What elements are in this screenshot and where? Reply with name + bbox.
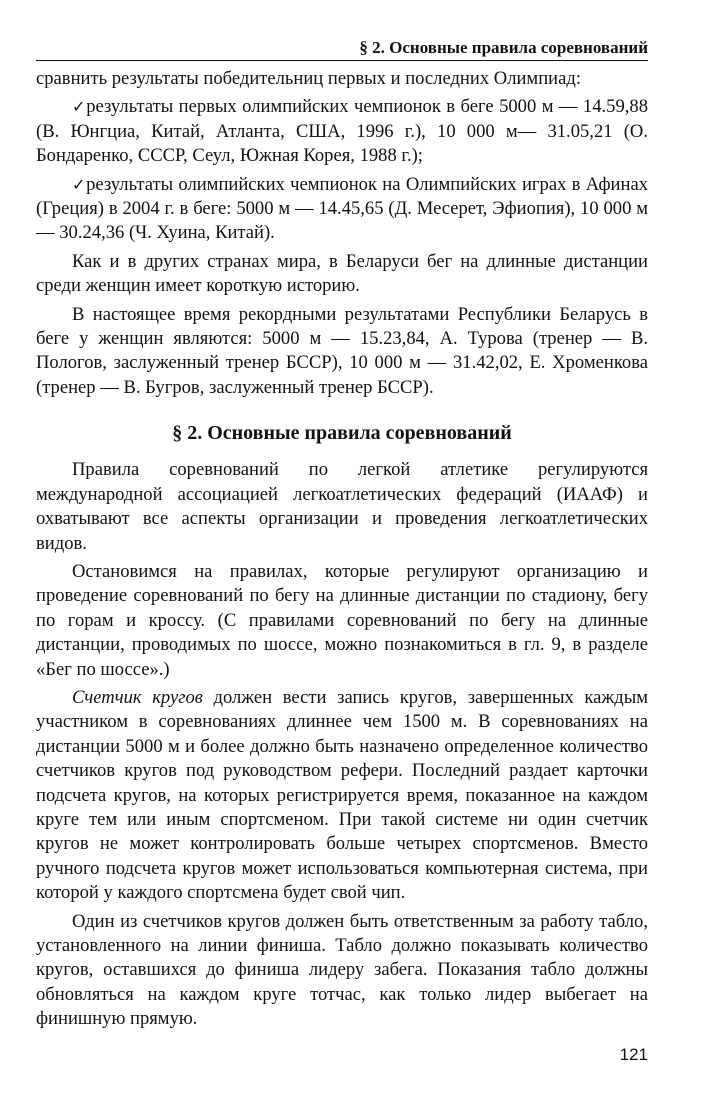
paragraph-athens-champions	[36, 173, 648, 246]
paragraph-scoreboard: Один из счетчиков кругов должен быть ответственным за работу табло, установленного на линии финиша. Табло должно показывать количество кругов, оставшихся до финиша лидеру забега. Показания табло должны обновляться на каждом круге тотчас, как только лидер выбегает на финишную прямую.	[36, 910, 648, 1030]
checkmark-icon: ✓	[72, 97, 87, 117]
page-number: 121	[619, 1045, 648, 1064]
paragraph-belarus-records: В настоящее время рекордными результатами Республики Беларусь в беге у женщин являются: 5000 м — 15.23,84, А. Турова (тренер — В. Пологов, заслуженный тренер БССР), 10 000 м — 31.42,02, Е. Хроменкова (тренер — В. Бугров, заслуженный тренер БССР).	[36, 303, 648, 398]
paragraph-first-champions	[36, 95, 648, 168]
paragraph-belarus-history: Как и в других странах мира, в Беларуси бег на длинные дистанции среди женщин имеет короткую историю.	[36, 250, 648, 297]
paragraph-stadium-rules: Остановимся на правилах, которые регулируют организацию и проведение соревнований по бегу на длинные дистанции по стадиону, бегу по горам и кроссу. (С правилами соревнований по бегу на длинные дистанции, проводимых по шоссе, можно познакомиться в гл. 9, в разделе «Бег по шоссе».)	[36, 560, 648, 680]
body-text	[36, 67, 648, 1032]
book-page	[36, 38, 648, 1032]
paragraph-iaaf-rules: Правила соревнований по легкой атлетике регулируются международной ассоциацией легкоатлетических федераций (ИААФ) и охватывают все аспекты организации и проведения легкоатлетических видов.	[36, 459, 648, 554]
checkmark-icon: ✓	[72, 174, 87, 194]
paragraph-first-champions-text: результаты первых олимпийских чемпионок в беге 5000 м — 14.59,88 (В. Юнгциа, Китай, Атланта, США, 1996 г.), 10 000 м— 31.05,21 (О. Бондаренко, СССР, Сеул, Южная Корея, 1988 г.);	[36, 96, 649, 167]
running-head: § 2. Основные правила соревнований	[36, 38, 648, 61]
paragraph-lap-counter	[36, 686, 648, 906]
term-lap-counter: Счетчик кругов	[72, 686, 203, 708]
section-title: § 2. Основные правила соревнований	[172, 422, 512, 445]
paragraph-lap-counter-text: должен вести запись кругов, завершенных каждым участником в соревнованиях длиннее чем 1500 м. В соревнованиях на дистанции 5000 м и более должно быть назначено определенное количество счетчиков кругов под руководством рефери. Последний раздает карточки подсчета кругов, на которых регистрируется время, показанное на каждом круге тем или иным спортсменом. При такой системе ни один счетчик кругов не может контролировать больше четырех спортсменов. Вместо ручного подсчета кругов может использоваться компьютерная система, при которой у каждого спортсмена будет свой чип.	[36, 686, 648, 904]
paragraph-intro: сравнить результаты победительниц первых и последних Олимпиад:	[36, 68, 581, 89]
paragraph-athens-champions-text: результаты олимпийских чемпионок на Олимпийских играх в Афинах (Греция) в 2004 г. в беге: 5000 м — 14.45,65 (Д. Месерет, Эфиопия), 10 000 м — 30.24,36 (Ч. Хуина, Китай).	[36, 173, 648, 244]
